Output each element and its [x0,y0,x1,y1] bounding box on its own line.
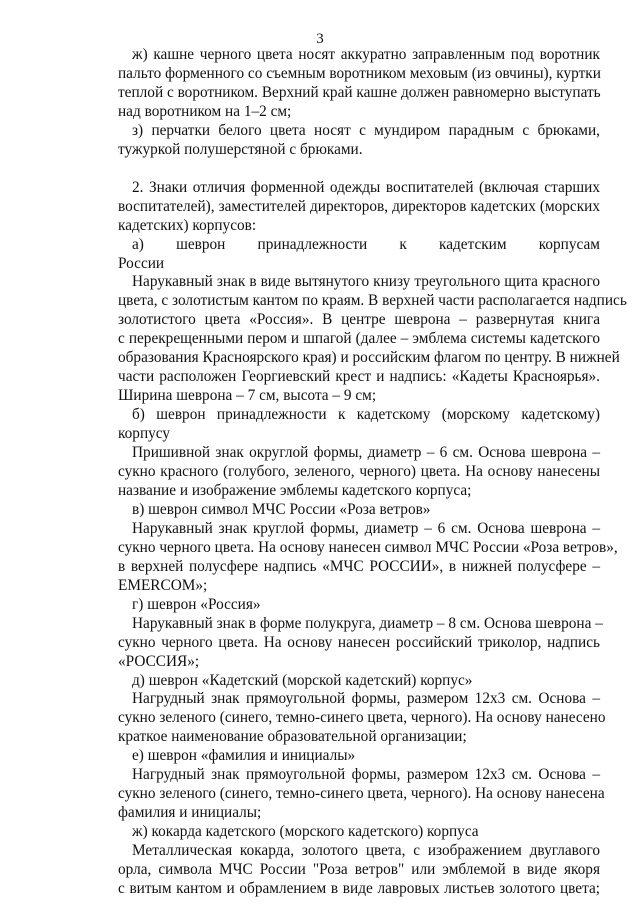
text-line: с витым кантом и обрамлением в виде лавровых листьев золотого цвета; [118,880,600,897]
text-line: России [118,254,165,272]
section-heading-line: воспитателей), заместителей директоров, директоров кадетских (морских [118,197,600,215]
word: к [399,235,407,253]
item-heading-v: в) шеврон символ МЧС России «Роза ветров» [132,500,431,518]
word: шеврон [176,235,226,253]
word: корпусам [538,235,600,253]
word: а) [132,235,144,253]
text-line: Металлическая кокарда, золотого цвета, с изображением двуглавого [132,842,600,860]
item-heading-a [132,236,600,255]
text-line: сукно черного цвета. На основу нанесен российский триколор, надпись [118,633,600,651]
text-line: Ширина шеврона – 7 см, высота – 9 см; [118,387,377,405]
text-line: сукно черного цвета. На основу нанесен символ МЧС России «Роза ветров», [118,538,618,556]
text-line: Нагрудный знак прямоугольной формы, размером 12х3 см. Основа – [132,766,600,784]
item-heading-d: д) шеврон «Кадетский (морской кадетский) корпус» [132,671,473,689]
item-heading-zh: ж) кокарда кадетского (морского кадетского) корпуса [132,823,479,841]
text-line: Нарукавный знак в форме полукруга, диаметр – 8 см. Основа шеврона – [132,614,603,632]
text-line: части расположен Георгиевский крест и надпись: «Кадеты Красноярья». [118,368,600,386]
text-line: пальто форменного со съемным воротником меховым (из овчины), куртки [118,64,601,82]
text-line: з) перчатки белого цвета носят с мундиром парадным с брюками, [132,121,600,139]
text-line: Пришивной знак округлой формы, диаметр – 6 см. Основа шеврона – [132,444,600,462]
text-line: сукно зеленого (синего, темно-синего цвета, черного). На основу нанесено [118,709,606,727]
text-line: с перекрещенными пером и шпагой (далее – эмблема системы кадетского [118,330,600,348]
text-line: над воротником на 1–2 см; [118,102,292,120]
section-heading-line: кадетских) корпусов: [118,216,257,234]
page-number: 3 [316,31,324,47]
text-line: сукно зеленого (синего, темно-синего цвета, черного). На основу нанесена [118,785,605,803]
item-heading-b: б) шеврон принадлежности к кадетскому (морскому кадетскому) [132,406,600,424]
text-line: Нарукавный знак круглой формы, диаметр – 6 см. Основа шеврона – [132,519,600,537]
text-line: тужуркой полушерстяной с брюками. [118,140,363,158]
text-line: ж) кашне черного цвета носят аккуратно заправленным под воротник [132,46,600,63]
text-line: «РОССИЯ»; [118,652,200,670]
text-line: теплой с воротником. Верхний край кашне должен равномерно выступать [118,83,601,101]
text-line: Нагрудный знак прямоугольной формы, размером 12х3 см. Основа – [132,690,600,708]
section-heading-line: 2. Знаки отличия форменной одежды воспитателей (включая старших [132,178,600,196]
item-heading-e: е) шеврон «фамилия и инициалы» [132,747,356,765]
text-line: Нарукавный знак в виде вытянутого книзу треугольного щита красного [132,273,600,291]
word: принадлежности [257,235,368,253]
text-line: в верхней полусфере надпись «МЧС РОССИИ», в нижней полусфере – [118,557,600,575]
text-line: золотистого цвета «Россия». В центре шеврона – развернутая книга [118,311,600,329]
text-line: цвета, с золотистым кантом по краям. В верхней части располагается надпись [118,292,627,310]
text-line: сукно красного (голубого, зеленого, черного) цвета. На основу нанесены [118,463,600,480]
word: кадетским [439,235,507,253]
text-line: образования Красноярского края) и российским флагом по центру. В нижней [118,349,620,367]
text-line: название и изображение эмблемы кадетского корпуса; [118,481,472,499]
text-line: фамилия и инициалы; [118,804,262,822]
text-line: краткое наименование образовательной организации; [118,728,467,746]
text-line: корпусу [118,425,171,443]
text-line: EMERCOM»; [118,576,208,594]
text-line: орла, символа МЧС России "Роза ветров" или эмблемой в виде якоря [118,861,600,879]
item-heading-g: г) шеврон «Россия» [132,595,261,613]
